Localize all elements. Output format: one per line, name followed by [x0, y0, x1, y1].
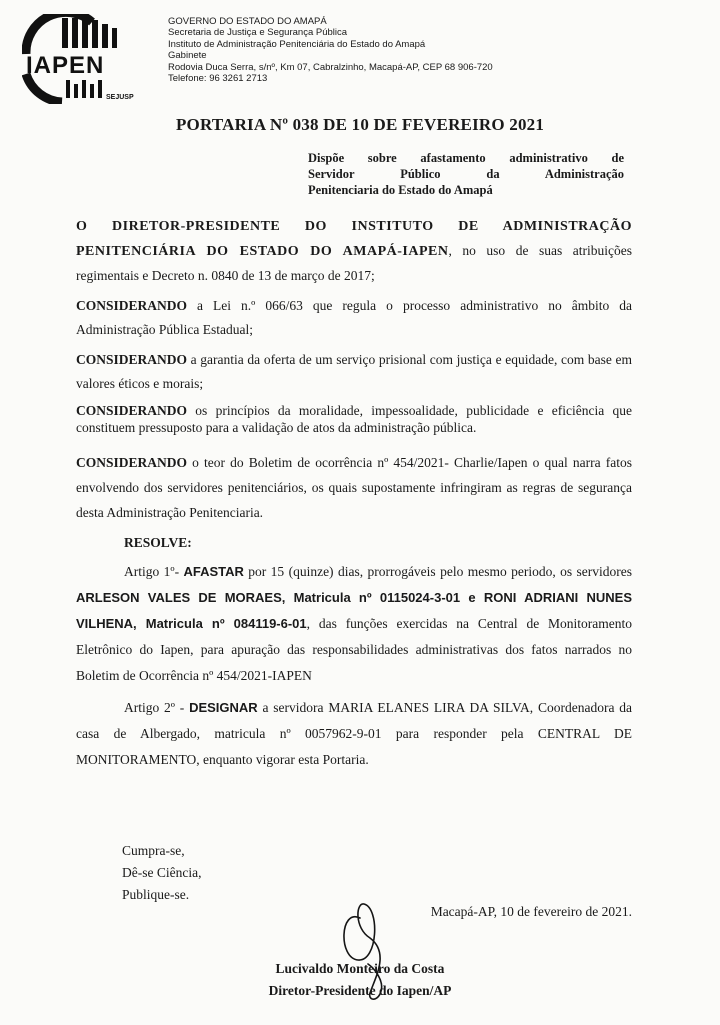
- artigo-label: Artigo 2º -: [124, 700, 190, 715]
- closing-line: Dê-se Ciência,: [122, 865, 202, 880]
- considerando-lead: CONSIDERANDO: [76, 403, 188, 418]
- artigo-text: a servidora MARIA ELANES LIRA DA SILVA, Coordenadora da casa de Albergado, matricula nº 0057962-9-01 para responder pela CENTRAL DE MONITORAMENTO, enquanto vigorar esta Portaria.: [76, 700, 632, 767]
- summary-line: Dispõe sobre afastamento administrativo de: [308, 151, 624, 165]
- artigo-servants: ARLESON VALES DE MORAES, Matricula nº 0115024-3-01 e RONI ADRIANI NUNES VILHENA, Matricula nº 084119-6-01: [76, 590, 632, 631]
- document-title: PORTARIA Nº 038 DE 10 DE FEVEREIRO 2021: [175, 115, 545, 134]
- document-body: [76, 214, 632, 779]
- considerando-paragraph: [76, 402, 632, 436]
- signatory-block: [0, 958, 720, 1002]
- closing-formula: [122, 840, 201, 906]
- opening-authority: O DIRETOR-PRESIDENTE DO INSTITUTO DE ADMINISTRAÇÃO PENITENCIÁRIA DO ESTADO DO AMAPÁ-IAPEN: [76, 219, 632, 259]
- considerando-paragraph: [76, 450, 632, 525]
- considerando-lead: CONSIDERANDO: [76, 455, 188, 470]
- opening-text: , no uso de suas atribuições regimentais e Decreto n. 0840 de 13 de março de 2017;: [76, 243, 632, 283]
- artigo-action: AFASTAR: [183, 564, 244, 579]
- considerando-text: o teor do Boletim de ocorrência nº 454/2021- Charlie/Iapen o qual narra fatos envolvendo dos servidores penitenciários, os quais supostamente infringiram as regras de segurança desta Administração Penitenciaria.: [76, 455, 632, 520]
- document-summary: [308, 150, 624, 198]
- considerando-text: a Lei n.º 066/63 que regula o processo administrativo no âmbito da Administração Pública Estadual;: [76, 298, 632, 337]
- considerando-text: a garantia da oferta de um serviço prisional com justiça e equidade, com base em valores éticos e morais;: [76, 352, 632, 391]
- summary-line: Servidor Público da Administração: [308, 167, 624, 181]
- considerando-paragraph: [76, 348, 632, 396]
- iapen-logo: [22, 14, 152, 104]
- letterhead-line: Telefone: 96 3261 2713: [168, 73, 268, 85]
- considerando-lead: CONSIDERANDO: [76, 298, 188, 313]
- artigo-label: Artigo 1º-: [124, 564, 184, 579]
- opening-paragraph: [76, 214, 632, 288]
- artigo-text: por 15 (quinze) dias, prorrogáveis pelo mesmo periodo, os servidores: [243, 564, 632, 579]
- signatory-role: Diretor-Presidente do Iapen/AP: [268, 983, 452, 998]
- considerando-paragraph: [76, 294, 632, 342]
- artigo-2-paragraph: [76, 695, 632, 773]
- letterhead-line: Secretaria de Justiça e Segurança Pública: [168, 27, 348, 39]
- letterhead-line: Rodovia Duca Serra, s/nº, Km 07, Cabralzinho, Macapá-AP, CEP 68 906-720: [168, 61, 493, 73]
- letterhead: [168, 16, 493, 84]
- closing-line: Cumpra-se,: [122, 843, 185, 858]
- letterhead-line: Instituto de Administração Penitenciária do Estado do Amapá: [168, 38, 426, 50]
- summary-line: Penitenciaria do Estado do Amapá: [308, 183, 493, 197]
- artigo-1-paragraph: [76, 559, 632, 689]
- closing-line: Publique-se.: [122, 887, 190, 902]
- resolve-heading: RESOLVE:: [124, 535, 192, 550]
- place-date: Macapá-AP, 10 de fevereiro de 2021.: [430, 904, 632, 919]
- artigo-text: , das funções exercidas na Central de Monitoramento Eletrônico do Iapen, para apuração das responsabilidades administrativas dos fatos narrados no Boletim de Ocorrência nº 454/2021-IAPEN: [76, 616, 633, 683]
- considerando-text: os princípios da moralidade, impessoalidade, publicidade e eficiência que constituem pressuposto para a validação de atos da administração pública.: [76, 403, 632, 435]
- logo-wordmark: IAPEN: [26, 52, 105, 79]
- artigo-action: DESIGNAR: [189, 700, 258, 715]
- considerando-lead: CONSIDERANDO: [76, 352, 188, 367]
- logo-subtext: SEJUSP: [106, 94, 134, 101]
- letterhead-line: GOVERNO DO ESTADO DO AMAPÁ: [168, 16, 327, 27]
- letterhead-line: Gabinete: [168, 50, 207, 62]
- signatory-name: Lucivaldo Monteiro da Costa: [275, 961, 445, 976]
